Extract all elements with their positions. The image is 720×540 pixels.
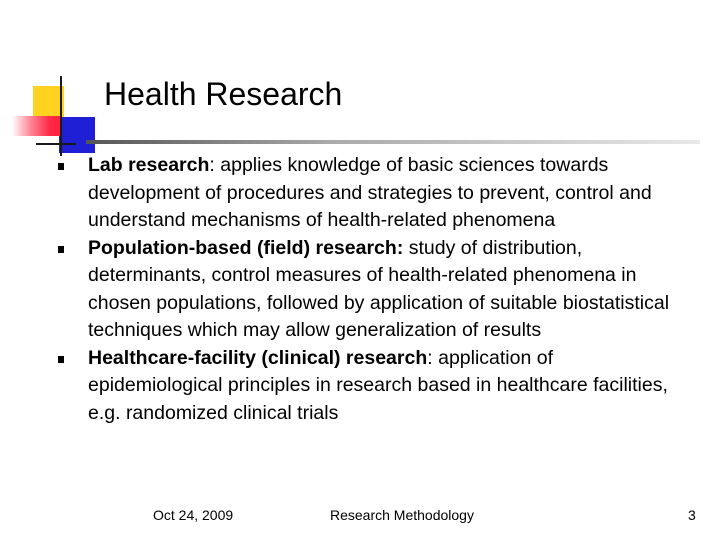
page-number: 3 <box>688 507 696 523</box>
bullet-marker-icon <box>58 356 64 363</box>
bullet-lab-research <box>58 152 670 235</box>
red-gradient-bar <box>12 116 62 136</box>
blue-square <box>59 117 95 153</box>
bullet-clinical-research <box>58 345 670 428</box>
bullet-text: application of epidemiological principles in research based in healthcare facilities, e.g. randomized clinical trials <box>88 346 668 424</box>
bullet-term: Lab research <box>88 154 210 176</box>
horizontal-line <box>36 143 76 145</box>
bullet-separator: : <box>427 346 439 369</box>
bullet-separator: : <box>396 236 409 259</box>
slide-title: Health Research <box>104 76 343 112</box>
bullet-text: study of distribution, determinants, control measures of health-related phenomena in chosen populations, followed by application of suitable biostatistical techniques which may allow generalization of results <box>88 236 670 341</box>
bullet-marker-icon <box>58 246 64 253</box>
footer-date: Oct 24, 2009 <box>153 507 234 523</box>
title-underline <box>86 140 700 144</box>
bullet-term: Healthcare-facility (clinical) research <box>88 346 428 369</box>
bullet-text: applies knowledge of basic sciences towards development of procedures and strategies to prevent, control and understand mechanisms of health-related phenomena <box>88 154 652 231</box>
bullet-separator: : <box>209 154 221 176</box>
slide-logo-decoration <box>0 0 110 170</box>
footer-title: Research Methodology <box>330 507 474 523</box>
bullet-term: Population-based (field) research <box>88 236 397 259</box>
bullet-list <box>58 152 670 427</box>
bullet-population-research <box>58 235 670 345</box>
bullet-marker-icon <box>58 163 64 170</box>
